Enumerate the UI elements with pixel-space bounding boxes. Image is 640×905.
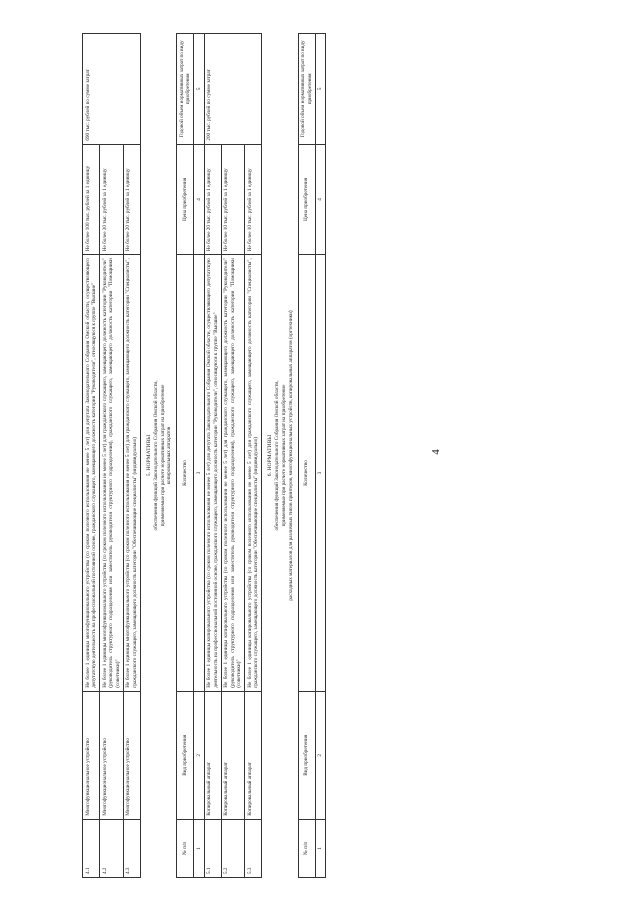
column-header: Количество xyxy=(177,255,194,692)
table-index-row xyxy=(315,34,326,878)
section-6-subtitle-line: применяемые при расчете нормативных затрат на приобретение xyxy=(281,384,288,527)
column-header: Вид приобретения xyxy=(298,691,315,819)
quantity: Не более 1 единицы многофункционального устройства (со сроком полезного использования не менее 5 лет) для депутата Законодательного Собрания Омской области, осуществляющего депутатскую деятельность на профессиональной постоянной основе, гражданского служащего, замещающего должность категории "Руководители", относящуюся к группе "Высшие" xyxy=(83,255,100,692)
purchase-type: Копировальный аппарат xyxy=(204,691,221,819)
price: Не более 10 тыс. рублей за 1 единицу xyxy=(245,144,262,255)
price: Не более 100 тыс. рублей за 1 единицу xyxy=(83,144,100,255)
price: Не более 10 тыс. рублей за 1 единицу xyxy=(221,144,245,255)
column-header: Годовой объем нормативных затрат по виду приобретения xyxy=(177,34,194,145)
purchase-type: Многофункциональное устройство xyxy=(100,691,124,819)
table-section-4 xyxy=(82,33,141,878)
price: Не более 30 тыс. рублей за 1 единицу xyxy=(100,144,124,255)
purchase-type: Многофункциональное устройство xyxy=(83,691,100,819)
quantity: Не более 1 единицы копировального устройства (со сроком полезного использования не менее 5 лет) для гражданского служащего, замещающего должность категории "Специалисты", гражданского служащего, замещающего должность категории "Обеспечивающие специалисты" (индивидуально) xyxy=(245,255,262,692)
table-row xyxy=(83,34,100,878)
table-row xyxy=(221,34,245,878)
column-header: Годовой объем нормативных затрат по виду приобретения xyxy=(298,34,315,145)
purchase-type: Копировальный аппарат xyxy=(221,691,245,819)
column-index: 2 xyxy=(315,691,326,819)
section-5-heading: 5. НОРМАТИВЫ xyxy=(145,434,152,477)
column-header: Цена приобретения xyxy=(298,144,315,255)
column-index: 3 xyxy=(315,255,326,692)
table-row xyxy=(204,34,221,878)
table-section-6 xyxy=(298,33,327,878)
row-number: 4.2 xyxy=(100,819,124,877)
annual-volume: 200 тыс. рублей по сумме затрат xyxy=(204,34,262,145)
table-row xyxy=(100,34,124,878)
column-index: 4 xyxy=(315,144,326,255)
table-header-row xyxy=(298,34,315,878)
rotated-landscape-content xyxy=(82,33,600,878)
section-5-subtitle-line: применяемые при расчете нормативных затрат на приобретение xyxy=(159,384,166,527)
column-index: 5 xyxy=(194,34,205,145)
page-number: 4 xyxy=(430,449,442,455)
section-5-subtitle-line: копировальных аппаратов xyxy=(166,426,173,485)
column-index: 4 xyxy=(194,144,205,255)
column-index: 1 xyxy=(315,819,326,877)
section-5-subtitle-line: обеспечения функций Законодательного Собрания Омской области, xyxy=(152,380,159,531)
row-number: 5.2 xyxy=(221,819,245,877)
column-index: 1 xyxy=(194,819,205,877)
row-number: 5.1 xyxy=(204,819,221,877)
section-5-title xyxy=(141,33,177,878)
column-header: Вид приобретения xyxy=(177,691,194,819)
column-index: 3 xyxy=(194,255,205,692)
table-index-row xyxy=(194,34,205,878)
table-row xyxy=(123,34,140,878)
column-header: Количество xyxy=(298,255,315,692)
purchase-type: Многофункциональное устройство xyxy=(123,691,140,819)
row-number: 4.1 xyxy=(83,819,100,877)
quantity: Не более 1 единицы копировального устройства (со сроком полезного использования не менее 5 лет) для гражданского служащего, замещающего должность категории "Руководители" (руководитель структурного подразделения или заместитель руководителя структурного подразделения), гражданского служащего, замещающего должность категории "Помощники (советники)" xyxy=(221,255,245,692)
section-6-subtitle-line: обеспечения функций Законодательного Собрания Омской области, xyxy=(274,380,281,531)
quantity: Не более 1 единицы многофункционального устройства (со сроком полезного использования не менее 5 лет) для гражданского служащего, замещающего должность категории "Руководители" (руководитель структурного подразделения или заместитель руководителя структурного подразделения), гражданского служащего, замещающего должность категории "Помощники (советники)" xyxy=(100,255,124,692)
section-6-heading: 6. НОРМАТИВЫ xyxy=(267,434,274,477)
table-row xyxy=(245,34,262,878)
table-header-row xyxy=(177,34,194,878)
annual-volume: 690 тыс. рублей по сумме затрат xyxy=(83,34,141,145)
column-header: Цена приобретения xyxy=(177,144,194,255)
price: Не более 20 тыс. рублей за 1 единицу xyxy=(204,144,221,255)
column-index: 2 xyxy=(194,691,205,819)
column-header: № п/п xyxy=(298,819,315,877)
row-number: 4.3 xyxy=(123,819,140,877)
section-6-subtitle-line: расходных материалов для различных типов принтеров, многофункциональных устройств, копировальных аппаратов (оргтехники) xyxy=(287,310,294,601)
column-header: № п/п xyxy=(177,819,194,877)
purchase-type: Копировальный аппарат xyxy=(245,691,262,819)
quantity: Не более 1 единицы многофункционального устройства (со сроком полезного использования не менее 5 лет) для гражданского служащего, замещающего должность категории "Специалисты", гражданского служащего, замещающего должность категории "Обеспечивающие специалисты" (индивидуально) xyxy=(123,255,140,692)
table-section-5 xyxy=(176,33,262,878)
column-index: 5 xyxy=(315,34,326,145)
section-6-title xyxy=(262,33,298,878)
row-number: 5.3 xyxy=(245,819,262,877)
quantity: Не более 1 единицы копировального устройства (со сроком полезного использования не менее 5 лет) для депутата Законодательного Собрания Омской области, осуществляющего депутатскую деятельность на профессиональной постоянной основе, гражданского служащего, замещающего должность категории "Руководители", относящуюся к группе "Высшие" xyxy=(204,255,221,692)
price: Не более 20 тыс. рублей за 1 единицу xyxy=(123,144,140,255)
